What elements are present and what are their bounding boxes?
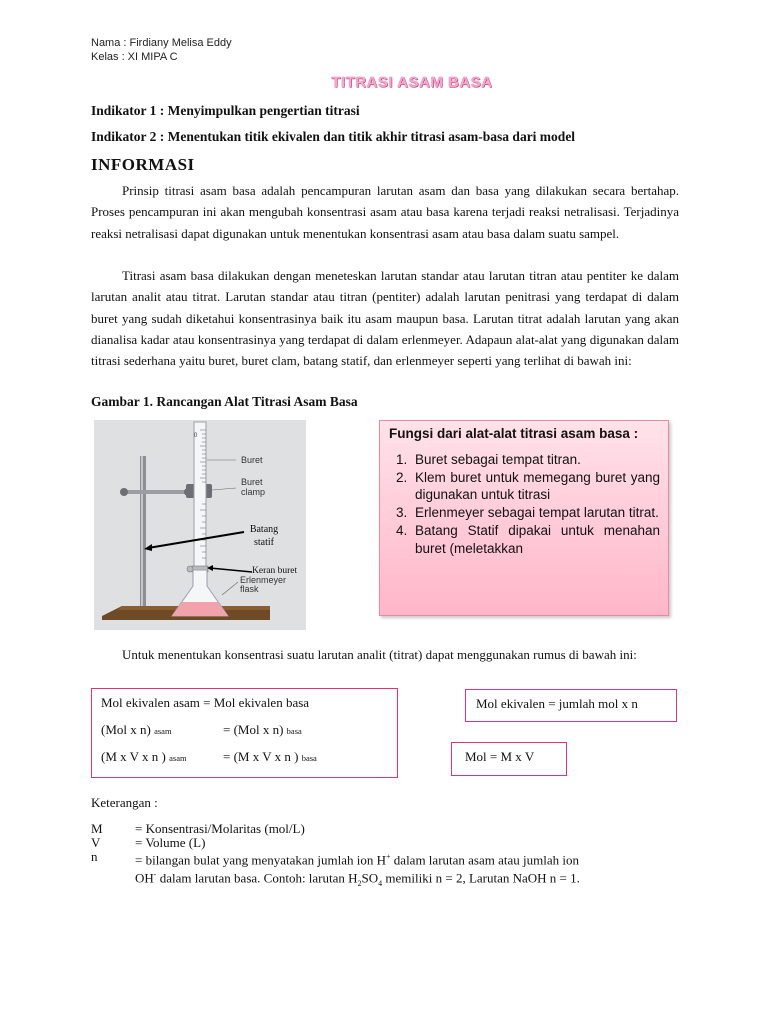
mol-formula: Mol = M x V bbox=[465, 749, 535, 764]
label-buret-clamp-1: Buret bbox=[241, 477, 263, 487]
formula-line-3-right: = (M x V x n ) basa bbox=[223, 749, 317, 764]
label-erlenmeyer-2: flask bbox=[240, 584, 259, 594]
keterangan-row-n: n = bilangan bulat yang menyatakan jumlah ion H+ dalam larutan asam atau jumlah ion OH- dalam larutan basa. Contoh: larutan $H_2SO_4$ memiliki n = 2, Larutan NaOH n = 1. bbox=[91, 850, 681, 882]
function-item: 3. Erlenmeyer sebagai tempat larutan titrat. bbox=[411, 504, 660, 522]
buret-scale-label: 0 bbox=[194, 433, 198, 439]
label-keran-buret: Keran buret bbox=[252, 566, 298, 576]
keterangan-n-definition: = bilangan bulat yang menyatakan jumlah ion H+ dalam larutan asam atau jumlah ion OH- dalam larutan basa. Contoh: larutan $H_2SO_4$ memiliki n = 2, Larutan NaOH n = 1. bbox=[135, 852, 580, 888]
section-heading: INFORMASI bbox=[91, 155, 195, 174]
mol-box bbox=[451, 742, 567, 776]
functions-title: Fungsi dari alat-alat titrasi asam basa : bbox=[389, 426, 639, 441]
paragraph-1: Prinsip titrasi asam basa adalah pencampuran larutan asam dan basa yang dilakukan secara bertahap. Proses pencampuran ini akan mengubah konsentrasi asam atau basa karena terjadi reaksi netralisasi. Terjadinya reaksi netralisasi dapat digunakan untuk menentukan konsentrasi asam atau basa dalam suatu sampel. bbox=[91, 183, 679, 241]
document-title: TITRASI ASAM BASA bbox=[331, 74, 493, 91]
mol-ekivalen-box bbox=[465, 689, 677, 722]
indicator-2: Indikator 2 : Menentukan titik ekivalen dan titik akhir titrasi asam-basa dari model bbox=[91, 129, 576, 144]
functions-box bbox=[379, 420, 669, 616]
formula-line-2-right: = (Mol x n) basa bbox=[223, 722, 302, 737]
mol-ekivalen-formula: Mol ekivalen = jumlah mol x n bbox=[476, 696, 638, 711]
figure-caption: Gambar 1. Rancangan Alat Titrasi Asam Basa bbox=[91, 394, 358, 409]
formula-line-3-left: (M x V x n ) asam bbox=[101, 749, 187, 764]
function-item: 1. Buret sebagai tempat titran. bbox=[411, 451, 660, 469]
titration-apparatus-image bbox=[94, 420, 306, 630]
student-name: Nama : Firdiany Melisa Eddy bbox=[91, 37, 232, 49]
equivalence-formula-box bbox=[91, 688, 398, 778]
label-batang-1: Batang bbox=[249, 524, 279, 535]
label-buret-clamp-2: clamp bbox=[241, 487, 266, 497]
paragraph-2: Titrasi asam basa dilakukan dengan meneteskan larutan standar atau larutan titran atau pentiter ke dalam larutan analit atau titrat. Larutan standar atau titran (pentiter) adalah larutan penitrasi yang terdapat di dalam buret yang sudah diketahui konsentrasinya baik itu asam maupun basa. Larutan titrat adalah larutan yang akan dianalisa kadar atau konsentrasinya yang terdapat di dalam erlenmeyer. Adapaun alat-alat yang digunakan dalam titrasi sederhana yaitu buret, buret clam, batang statif, dan erlenmeyer seperti yang terlihat di bawah ini: bbox=[91, 268, 679, 369]
functions-list bbox=[389, 451, 660, 557]
keran-arrow bbox=[210, 568, 252, 572]
formula-line-2-left: (Mol x n) asam bbox=[101, 722, 172, 737]
label-batang-2: statif bbox=[254, 537, 274, 548]
indicator-1: Indikator 1 : Menyimpulkan pengertian titrasi bbox=[91, 103, 360, 118]
formula-line-1: Mol ekivalen asam = Mol ekivalen basa bbox=[101, 695, 310, 710]
keterangan-heading: Keterangan : bbox=[91, 795, 158, 810]
function-item: 4. Batang Statif dipakai untuk menahan buret (meletakkan bbox=[411, 522, 660, 557]
function-item: 2. Klem buret untuk memegang buret yang digunakan untuk titrasi bbox=[411, 469, 660, 504]
label-buret: Buret bbox=[241, 455, 263, 465]
label-erlenmeyer-1: Erlenmeyer bbox=[240, 575, 287, 585]
formula-intro: Untuk menentukan konsentrasi suatu larutan analit (titrat) dapat menggunakan rumus di bawah ini: bbox=[122, 647, 637, 662]
student-class: Kelas : XI MIPA C bbox=[91, 51, 178, 63]
